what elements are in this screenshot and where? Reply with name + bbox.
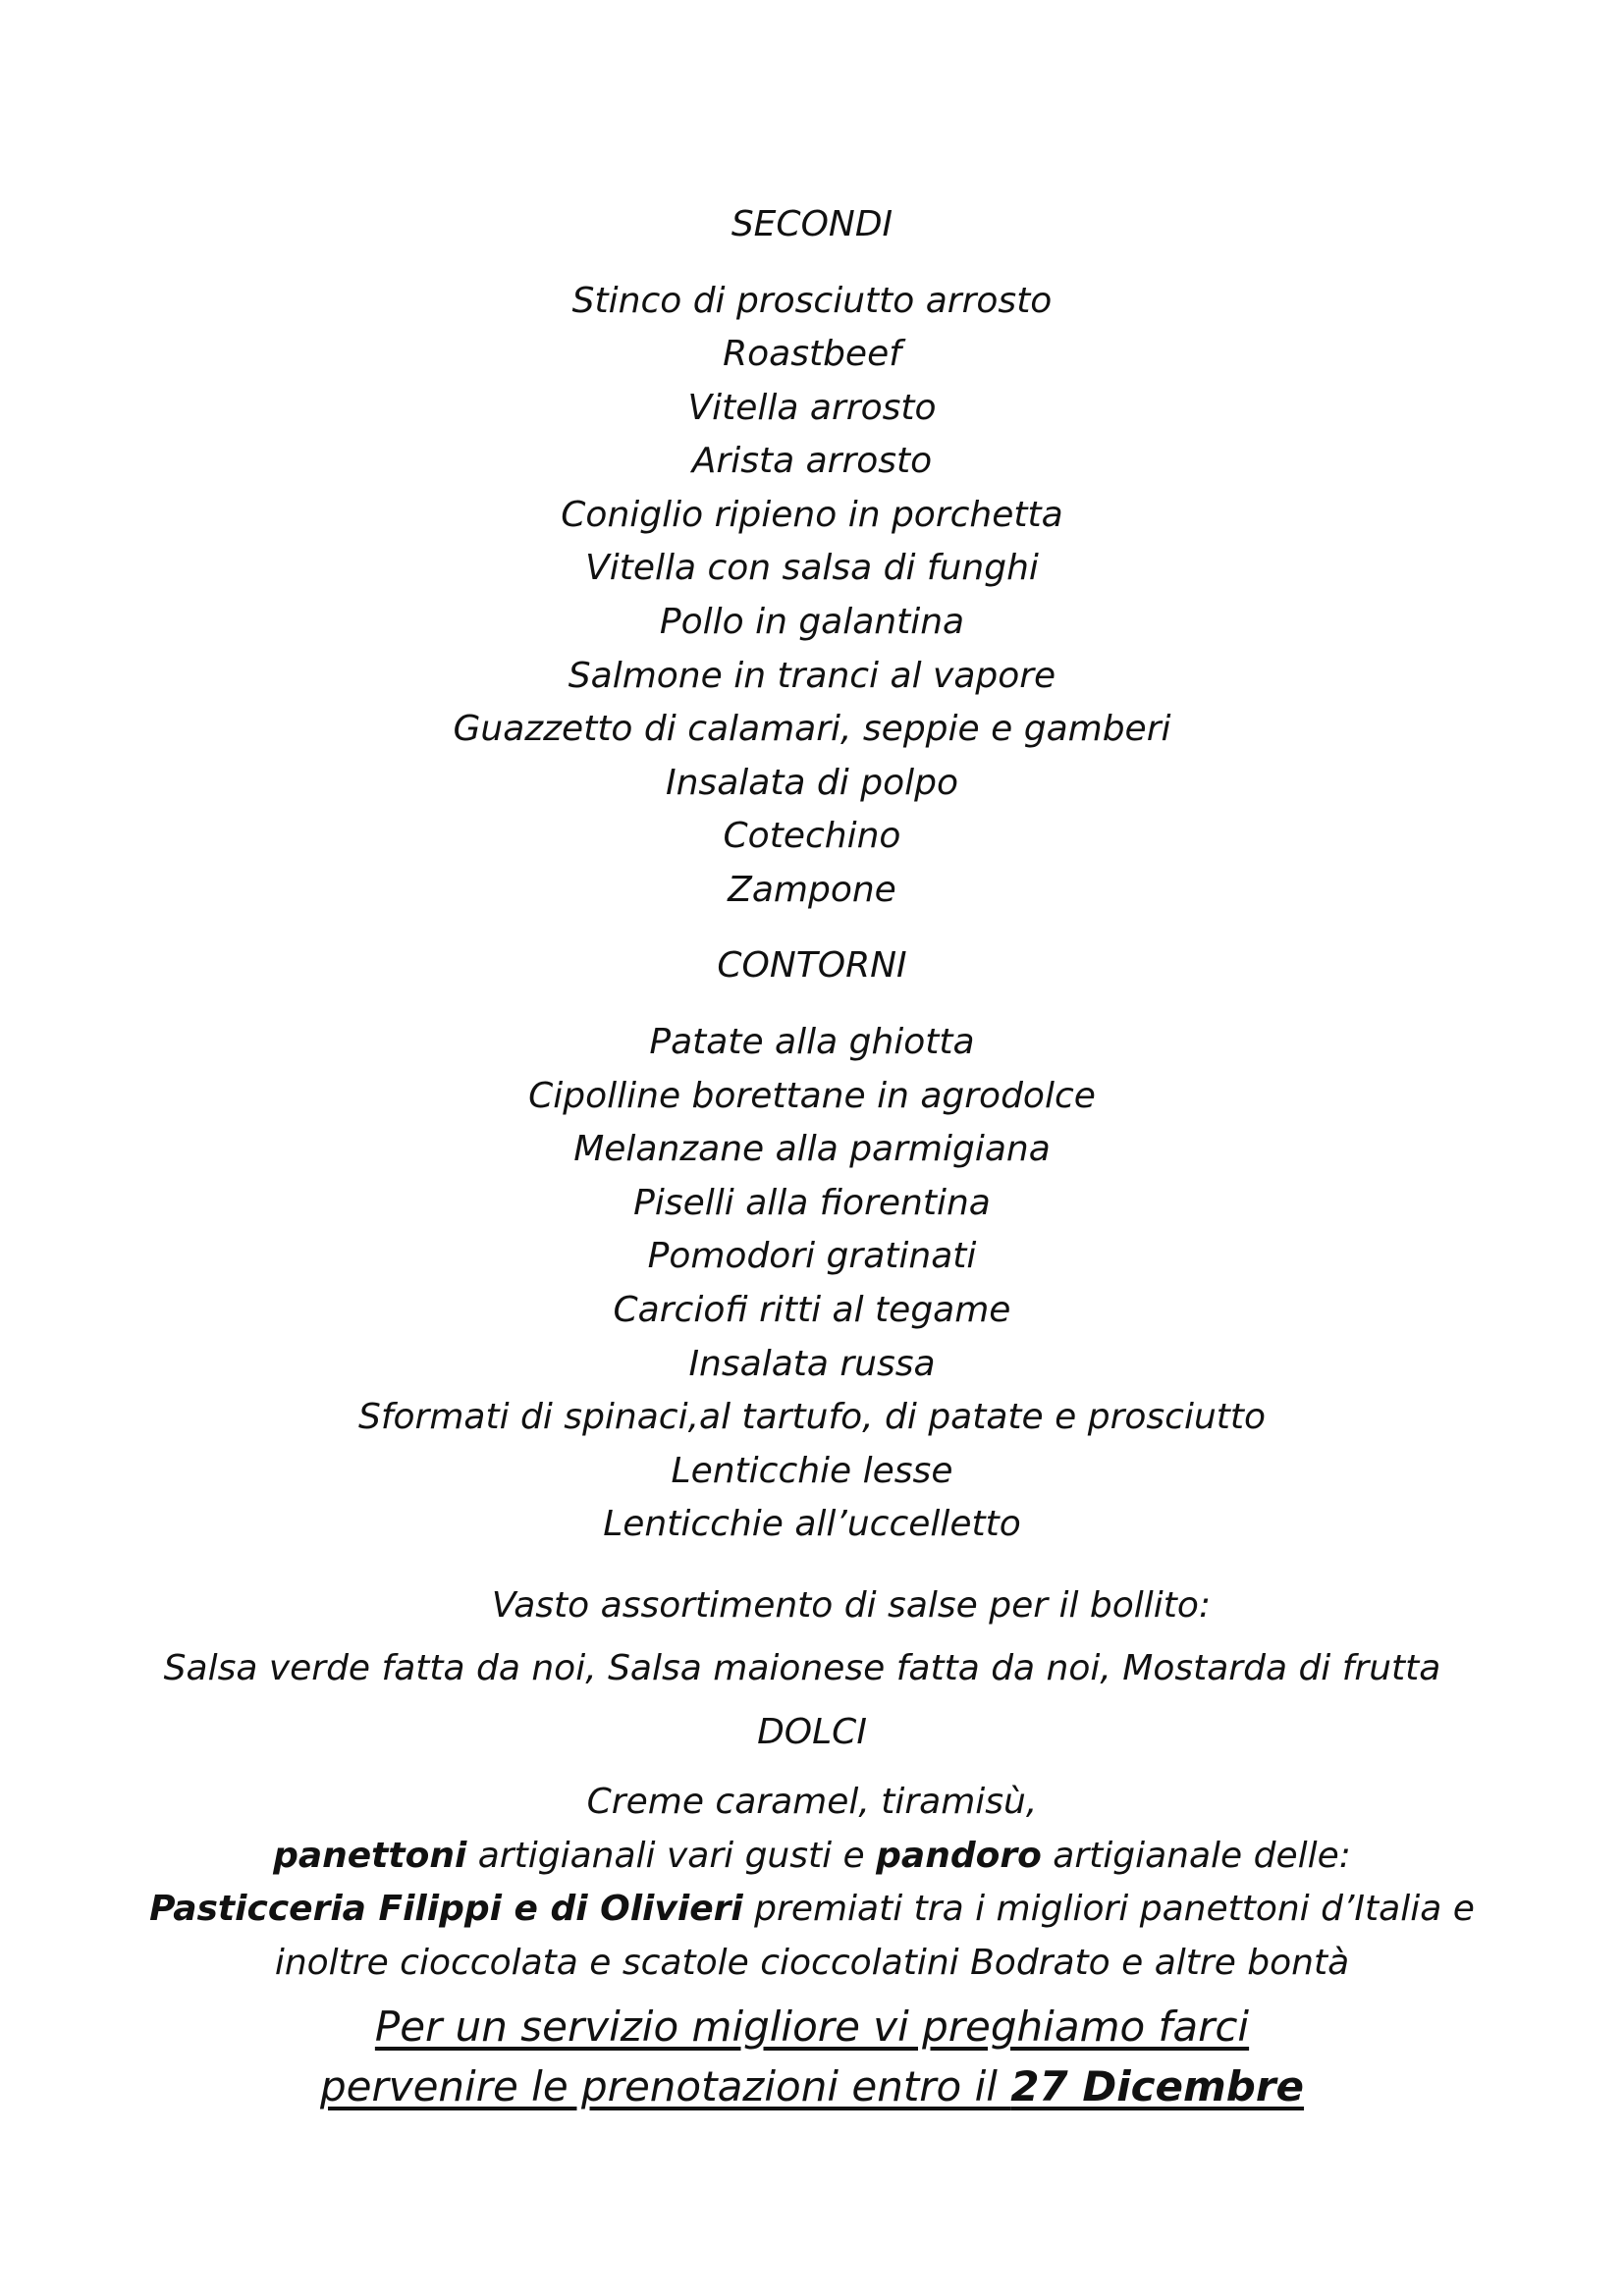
secondi-heading: SECONDI [731,204,893,244]
secondi-item: Stinco di prosciutto arrosto [571,281,1053,321]
reservation-notice: Per un servizio migliore vi preghiamo farci [374,2002,1250,2051]
secondi-item: Guazzetto di calamari, seppie e gamberi [453,709,1171,749]
secondi-item: Roastbeef [723,334,901,374]
reservation-deadline: 27 Dicembre [1010,2062,1305,2110]
secondi-item: Pollo in galantina [659,602,965,642]
dolci-text: artigianali vari gusti e [466,1836,877,1876]
secondi-item: Cotechino [723,816,901,856]
dolci-text: artigianale delle: [1041,1836,1351,1876]
contorni-item: Patate alla ghiotta [649,1022,975,1062]
reservation-text: pervenire le prenotazioni entro il [319,2062,1011,2110]
panettoni-highlight: panettoni [273,1836,467,1876]
dolci-line: Creme caramel, tiramisù, [586,1782,1038,1822]
contorni-item: Melanzane alla parmigiana [573,1129,1051,1169]
secondi-item: Vitella con salsa di funghi [585,548,1039,588]
secondi-item: Arista arrosto [691,441,933,481]
secondi-item: Salmone in tranci al vapore [568,656,1056,696]
contorni-item: Insalata russa [688,1344,936,1384]
contorni-heading: CONTORNI [717,945,907,986]
contorni-item: Pomodori gratinati [647,1236,977,1276]
contorni-item: Sformati di spinaci,al tartufo, di patate e prosciutto [357,1397,1267,1437]
secondi-item: Coniglio ripieno in porchetta [561,495,1063,535]
contorni-item: Lenticchie lesse [671,1451,953,1491]
secondi-item: Zampone [728,870,896,910]
dolci-line: inoltre cioccolata e scatole cioccolatini Bodrato e altre bontà [274,1943,1350,1983]
secondi-item: Vitella arrosto [687,388,937,428]
contorni-item: Lenticchie all’uccelletto [603,1504,1021,1544]
dolci-line [0,1886,1624,1933]
pandoro-highlight: pandoro [876,1836,1042,1876]
secondi-item: Insalata di polpo [666,763,958,803]
dolci-text: premiati tra i migliori panettoni d’Italia e [742,1889,1475,1929]
contorni-item: Piselli alla fiorentina [633,1183,991,1223]
pasticceria-highlight: Pasticceria Filippi e di Olivieri [149,1889,743,1929]
dolci-line [0,1833,1624,1880]
dolci-heading: DOLCI [757,1712,867,1752]
contorni-item: Carciofi ritti al tegame [613,1290,1011,1330]
contorni-item: Cipolline borettane in agrodolce [528,1076,1096,1116]
salse-list: Salsa verde fatta da noi, Salsa maionese fatta da noi, Mostarda di frutta [163,1648,1441,1688]
reservation-notice [0,2059,1624,2114]
salse-intro: Vasto assortimento di salse per il bollito: [491,1585,1212,1626]
